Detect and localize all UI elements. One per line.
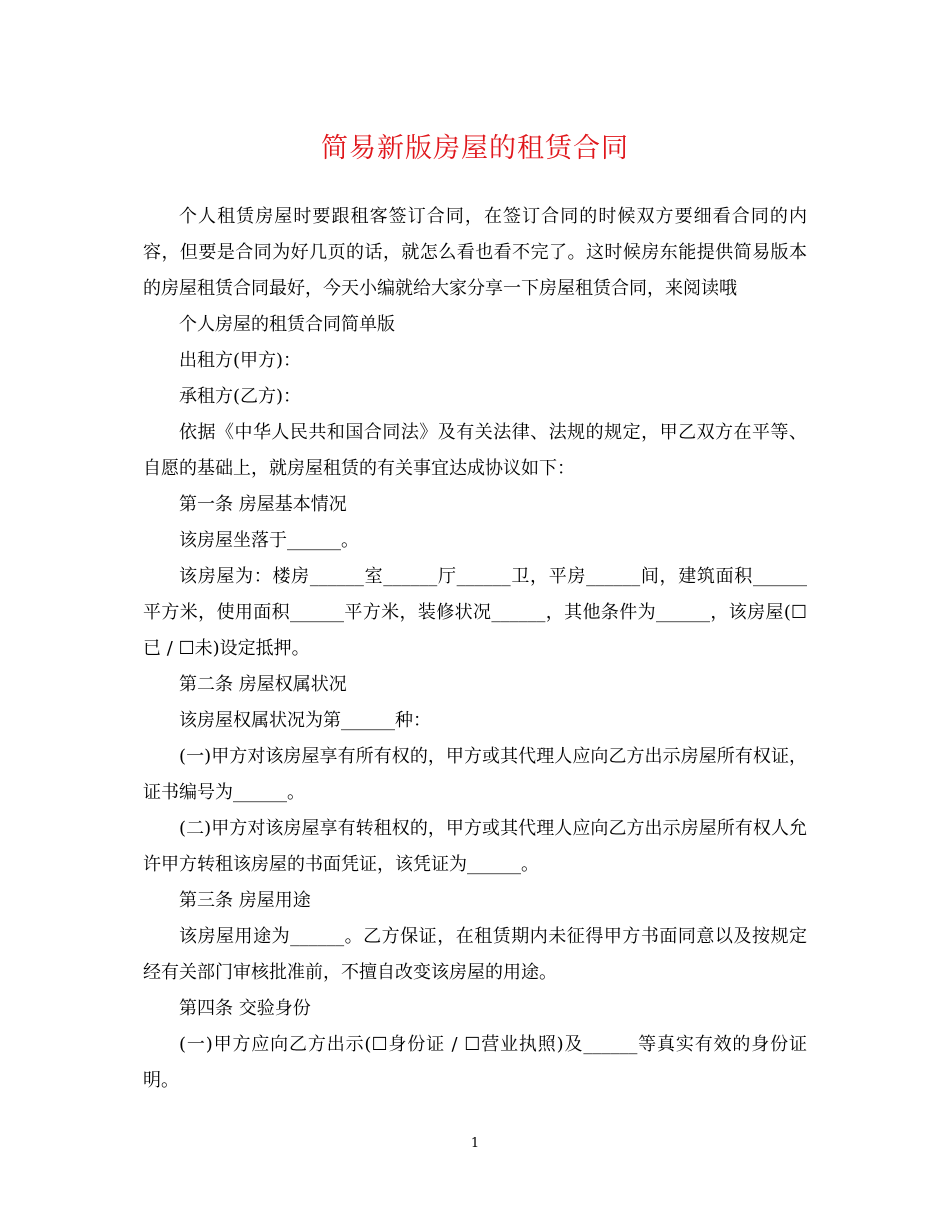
legal-basis-paragraph: 依据《中华人民共和国合同法》及有关法律、法规的规定，甲乙双方在平等、自愿的基础上，就房屋租赁的有关事宜达成协议如下： <box>143 422 807 479</box>
lessee-line: 承租方(乙方)： <box>179 386 302 407</box>
property-details: 该房屋为：楼房______室______厅______卫，平房______间，建筑面积______平方米，使用面积______平方米，装修状况______，其他条件为______，该房屋(☐已 / ☐未)设定抵押。 <box>143 566 807 659</box>
ownership-type: 该房屋权属状况为第______种： <box>179 710 431 731</box>
usage-clause: 该房屋用途为______。乙方保证，在租赁期内未征得甲方书面同意以及按规定经有关部门审核批准前，不擅自改变该房屋的用途。 <box>143 926 807 983</box>
lessor-line: 出租方(甲方)： <box>179 350 302 371</box>
article-3-heading: 第三条 房屋用途 <box>179 890 311 911</box>
document-title: 简易新版房屋的租赁合同 <box>321 133 629 164</box>
intro-paragraph: 个人租赁房屋时要跟租客签订合同，在签订合同的时候双方要细看合同的内容，但要是合同为好几页的话，就怎么看也看不完了。这时候房东能提供简易版本的房屋租赁合同最好，今天小编就给大家分享一下房屋租赁合同，来阅读哦 <box>143 206 807 299</box>
ownership-clause-1: (一)甲方对该房屋享有所有权的，甲方或其代理人应向乙方出示房屋所有权证，证书编号为______。 <box>143 746 807 803</box>
article-1-heading: 第一条 房屋基本情况 <box>179 494 347 515</box>
identity-clause-1: (一)甲方应向乙方出示(☐身份证 / ☐营业执照)及______等真实有效的身份证明。 <box>143 1034 807 1091</box>
page-number: 1 <box>470 1136 480 1151</box>
contract-subtitle: 个人房屋的租赁合同简单版 <box>179 314 395 335</box>
ownership-clause-2: (二)甲方对该房屋享有转租权的，甲方或其代理人应向乙方出示房屋所有权人允许甲方转租该房屋的书面凭证，该凭证为______。 <box>143 818 807 875</box>
article-2-heading: 第二条 房屋权属状况 <box>179 674 347 695</box>
property-location: 该房屋坐落于______。 <box>179 530 359 551</box>
article-4-heading: 第四条 交验身份 <box>179 998 311 1019</box>
document-body <box>143 199 807 1099</box>
